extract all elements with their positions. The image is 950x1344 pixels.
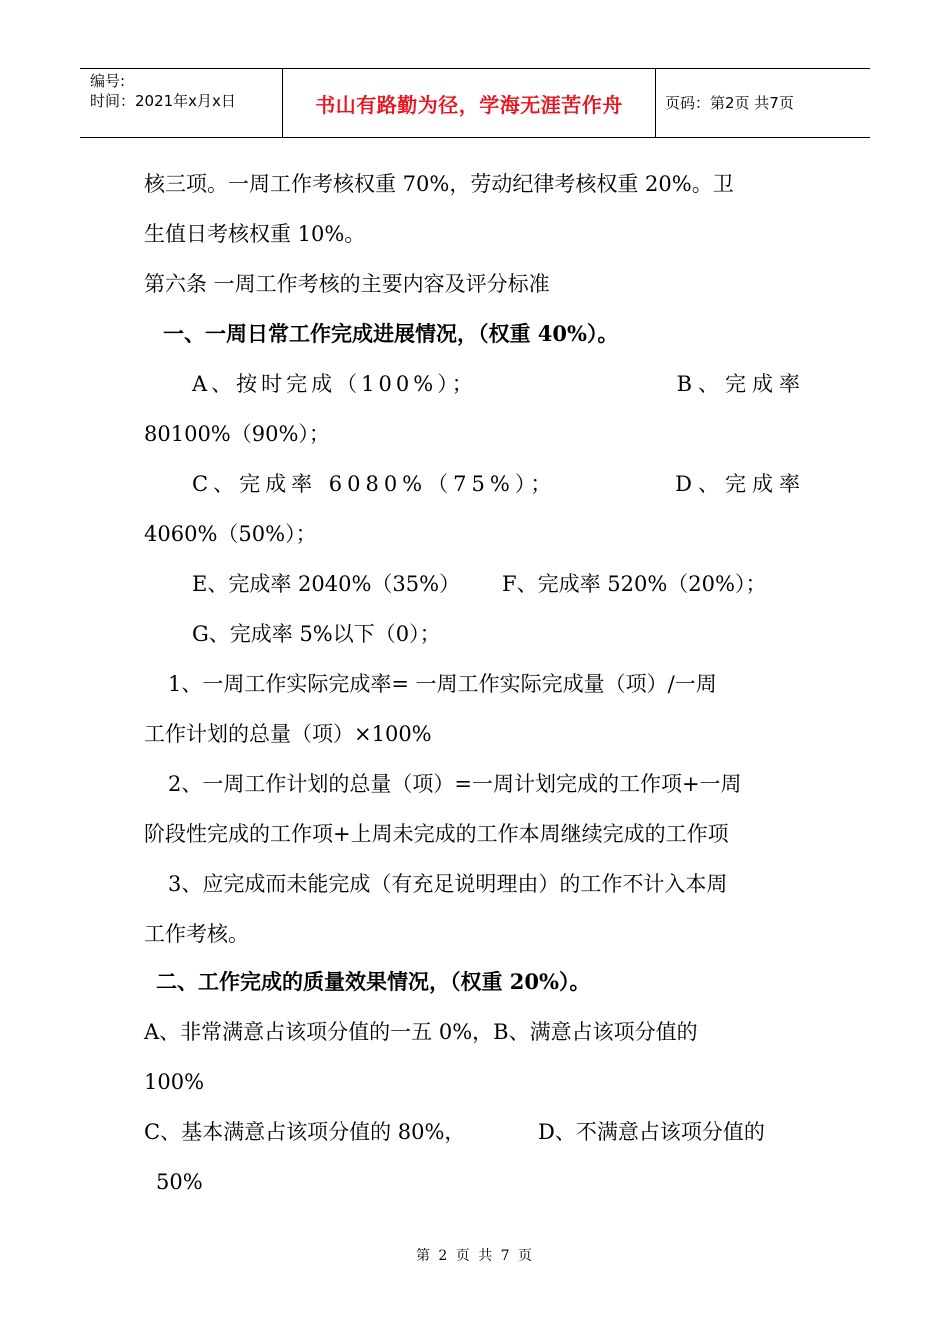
option-row-cd — [192, 470, 806, 498]
page-info: 页码：第2页 共7页 — [665, 94, 794, 112]
number-label: 编号: — [90, 72, 126, 90]
quality-option-c: C、基本满意占该项分值的 80%， — [144, 1120, 466, 1144]
quality-option-d-continued: 50% — [156, 1170, 203, 1194]
numbered-item-1-continued: 工作计划的总量（项）×100% — [144, 722, 432, 746]
option-row-ab — [192, 370, 806, 398]
paragraph-line: 核三项。一周工作考核权重 70%，劳动纪律考核权重 20%。卫 — [144, 172, 734, 196]
motto-text: 书山有路勤为径，学海无涯苦作舟 — [315, 93, 623, 117]
section-2-title: 二、工作完成的质量效果情况，（权重 20%）。 — [156, 969, 591, 994]
numbered-item-2-continued: 阶段性完成的工作项+上周未完成的工作本周继续完成的工作项 — [144, 822, 729, 846]
page-header — [80, 68, 870, 138]
option-d: D、完成率 — [675, 472, 806, 496]
option-g: G、完成率 5%以下（0）； — [192, 622, 441, 646]
header-page-cell — [655, 69, 870, 137]
page-footer: 第 2 页 共 7 页 — [415, 1248, 535, 1264]
numbered-item-2: 2、一周工作计划的总量（项）=一周计划完成的工作项+一周 — [168, 772, 742, 796]
header-meta-cell — [80, 69, 282, 137]
quality-line-ab: A、非常满意占该项分值的一五 0%，B、满意占该项分值的 — [144, 1020, 698, 1044]
numbered-item-1: 1、一周工作实际完成率= 一周工作实际完成量（项）/一周 — [168, 672, 717, 696]
date-label: 时间：2021年x月x日 — [90, 92, 236, 110]
option-c: C、完成率 6080%（75%）； — [192, 472, 557, 496]
option-a: A、按时完成（100%）； — [192, 372, 477, 396]
section-1-title: 一、一周日常工作完成进展情况，（权重 40%）。 — [163, 321, 619, 346]
numbered-item-3-continued: 工作考核。 — [144, 922, 249, 946]
paragraph-line: 生值日考核权重 10%。 — [144, 222, 366, 246]
option-e: E、完成率 2040%（35%） — [192, 572, 461, 596]
option-b-continued: 80100%（90%）； — [144, 422, 330, 446]
numbered-item-3: 3、应完成而未能完成（有充足说明理由）的工作不计入本周 — [168, 872, 728, 896]
quality-line-ab-continued: 100% — [144, 1070, 205, 1094]
option-f: F、完成率 520%（20%）； — [502, 572, 767, 596]
option-b: B、完成率 — [676, 372, 806, 396]
quality-option-d: D、不满意占该项分值的 — [538, 1120, 765, 1144]
header-motto-cell — [282, 69, 656, 137]
article-heading: 第六条 一周工作考核的主要内容及评分标准 — [144, 272, 550, 296]
option-d-continued: 4060%（50%）； — [144, 522, 317, 546]
